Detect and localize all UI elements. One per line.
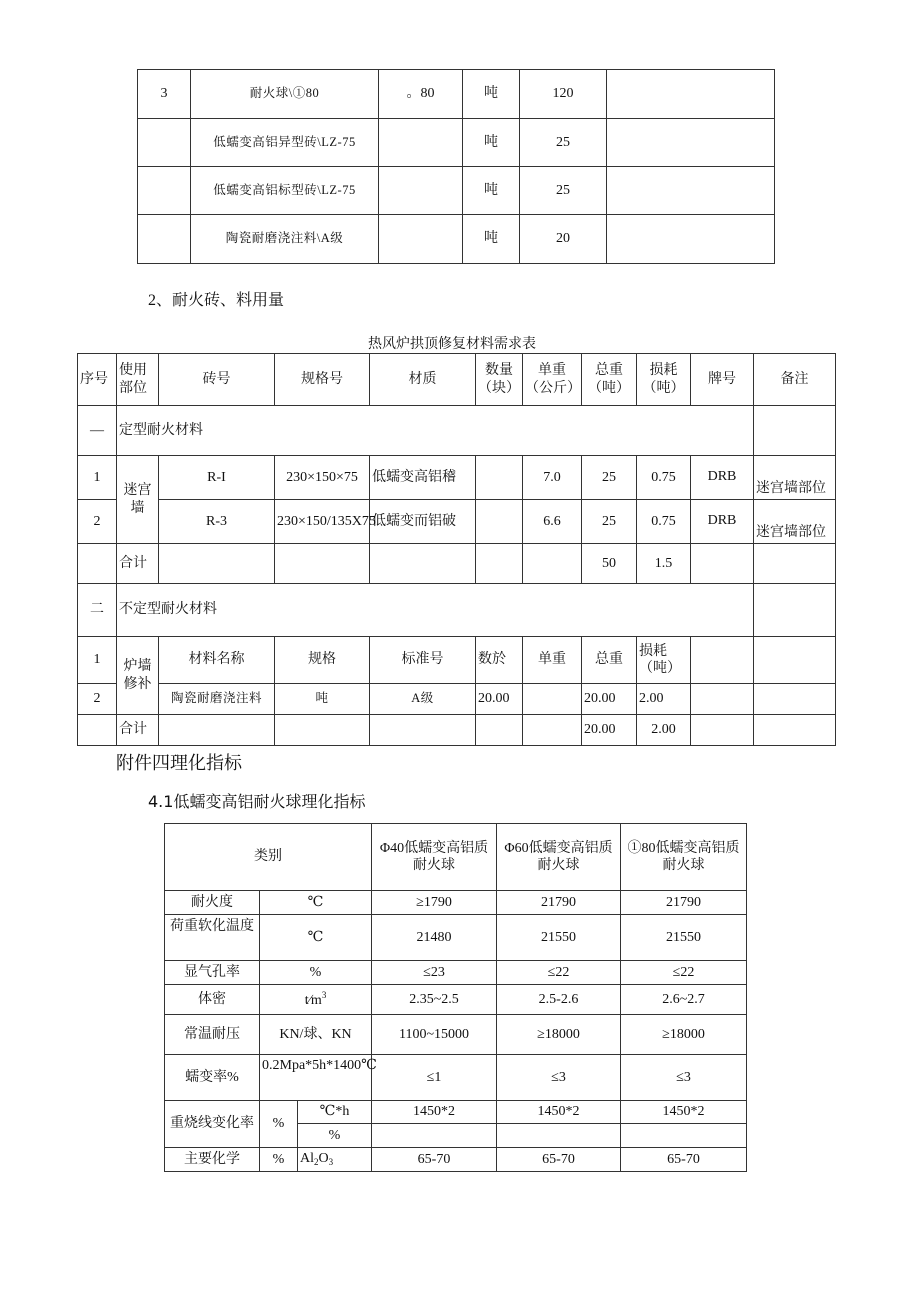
material-unit: 吨 [463,215,520,264]
value-phi60: 2.5-2.6 [497,985,621,1015]
row-number: 1 [78,456,117,500]
value-phi80: ≤22 [621,961,747,985]
loss: 0.75 [637,500,691,544]
header-phi60: Φ60低蠕变高铝质耐火球 [497,824,621,891]
material-spec [379,167,463,215]
section-row [78,406,836,456]
subtotal-row [78,544,836,584]
table-row [78,456,836,500]
row-number [138,119,191,167]
usage-part: 炉墙修补 [117,637,159,715]
row-number [138,167,191,215]
value-phi80: ≤3 [621,1055,747,1101]
subtotal-total: 50 [582,544,637,584]
material-name: 耐火球\①80 [191,70,379,119]
appendix-heading: 附件四理化指标 [116,753,242,774]
material-spec [379,215,463,264]
table-header-row [78,354,836,406]
header-count: 数量（块） [476,354,523,406]
value-phi40: ≤23 [372,961,497,985]
brand: DRB [691,500,754,544]
material-unit: 吨 [463,167,520,215]
subtotal-row [78,715,836,746]
material-name: 陶瓷耐磨浇注料\A级 [191,215,379,264]
value-phi60: 21550 [497,915,621,961]
note: 迷宫墙部位 [754,500,836,544]
value-phi40: ≥1790 [372,891,497,915]
subtotal-label: 合计 [117,715,159,746]
unit-weight: 7.0 [523,456,582,500]
brick-number: R-3 [159,500,275,544]
material-spec: 。80 [379,70,463,119]
subtotal-loss: 2.00 [637,715,691,746]
material-note [607,119,775,167]
table-row [78,684,836,715]
material-unit: 吨 [463,119,520,167]
material: 低蠕变高铝稽 [370,456,476,500]
table-row [165,1015,747,1055]
value-phi80: ≥18000 [621,1015,747,1055]
row-number: 3 [138,70,191,119]
value-phi40: 1100~15000 [372,1015,497,1055]
material-qty: 25 [520,119,607,167]
material-note [607,215,775,264]
header-material: 材质 [370,354,476,406]
property-unit: % [260,961,372,985]
property-unit: $t∕m^3$ [260,985,372,1015]
section-row [78,584,836,637]
repair-material-table [77,353,836,746]
table-row [165,1148,747,1172]
material-qty: 25 [520,167,607,215]
header-category: 类别 [165,824,372,891]
note: 迷宫墙部位 [754,456,836,500]
material-name: 低蠕变高铝异型砖\LZ-75 [191,119,379,167]
value-phi60: ≥18000 [497,1015,621,1055]
material-name: 陶瓷耐磨浇注料 [159,684,275,715]
table-row [138,167,775,215]
property-name: 显气孔率 [165,961,260,985]
brand: DRB [691,456,754,500]
value-phi60: 1450*2 [497,1101,621,1124]
property-sub-unit: % [298,1124,372,1148]
value-phi60: 21790 [497,891,621,915]
property-name: 体密 [165,985,260,1015]
spec-number: 230×150×75 [275,456,370,500]
subtotal-label: 合计 [117,544,159,584]
property-name: 耐火度 [165,891,260,915]
material-note [607,167,775,215]
property-unit: ℃ [260,915,372,961]
table-row [78,500,836,544]
material: 低蠕变而铝破 [370,500,476,544]
value-phi80: 1450*2 [621,1101,747,1124]
property-sub-unit: $Al_2O_3$ [298,1148,372,1172]
value-phi80: 21790 [621,891,747,915]
table-row [138,119,775,167]
total-weight: 25 [582,500,637,544]
header-phi80: ①80低蠕变高铝质耐火球 [621,824,747,891]
material-total: 20.00 [582,684,637,715]
property-name: 主要化学 [165,1148,260,1172]
material-std: A级 [370,684,476,715]
section-heading-4-1: 4.1低蠕变高铝耐火球理化指标 [148,792,366,811]
section-number: 二 [78,584,117,637]
usage-part: 迷宫墙 [117,456,159,544]
material-count: 20.00 [476,684,523,715]
sub-header-total: 总重 [582,637,637,684]
spec-number: 230×150/135X75 [275,500,370,544]
header-spec: 规格号 [275,354,370,406]
material-name: 低蠕变高铝标型砖\LZ-75 [191,167,379,215]
material-qty: 20 [520,215,607,264]
sub-header-loss: 损耗（吨） [637,637,691,684]
loss: 0.75 [637,456,691,500]
sub-header-name: 材料名称 [159,637,275,684]
table-row [138,70,775,119]
material-unit: 吨 [463,70,520,119]
total-weight: 25 [582,456,637,500]
material-note [607,70,775,119]
property-unit: % [260,1148,298,1172]
table-row [165,891,747,915]
property-name: 常温耐压 [165,1015,260,1055]
header-total: 总重（吨） [582,354,637,406]
section-heading-2: 2、耐火砖、料用量 [148,292,285,309]
material-spec: 吨 [275,684,370,715]
value-phi80: 2.6~2.7 [621,985,747,1015]
table-row [138,215,775,264]
section-number: — [78,406,117,456]
property-unit: ℃ [260,891,372,915]
value-phi60: ≤22 [497,961,621,985]
property-sub-unit: ℃*h [298,1101,372,1124]
section-label: 不定型耐火材料 [117,584,754,637]
header-unit-weight: 单重（公斤） [523,354,582,406]
section-label: 定型耐火材料 [117,406,754,456]
header-note: 备注 [754,354,836,406]
row-number: 2 [78,684,117,715]
value-phi60: ≤3 [497,1055,621,1101]
sub-header-count: 数於 [476,637,523,684]
table-title: 热风炉拱顶修复材料需求表 [368,337,536,352]
header-no: 序号 [78,354,117,406]
table-row [165,1101,747,1124]
unit-weight: 6.6 [523,500,582,544]
table-row [165,985,747,1015]
header-loss: 损耗（吨） [637,354,691,406]
property-name: 重烧线变化率 [165,1101,260,1148]
subtotal-total: 20.00 [582,715,637,746]
row-number: 2 [78,500,117,544]
sub-header-spec: 规格 [275,637,370,684]
property-name: 荷重软化温度 [165,915,260,961]
property-name: 蠕变率% [165,1055,260,1101]
value-phi40: 2.35~2.5 [372,985,497,1015]
row-number [138,215,191,264]
properties-table [164,823,747,1172]
table-row [165,915,747,961]
header-brand: 牌号 [691,354,754,406]
value-phi40: ≤1 [372,1055,497,1101]
value-phi40: 21480 [372,915,497,961]
subtotal-loss: 1.5 [637,544,691,584]
material-qty: 120 [520,70,607,119]
row-number: 1 [78,637,117,684]
table-header-row [165,824,747,891]
material-spec [379,119,463,167]
value-phi40: 65-70 [372,1148,497,1172]
property-unit: KN/球、KN [260,1015,372,1055]
header-brick: 砖号 [159,354,275,406]
value-phi40: 1450*2 [372,1101,497,1124]
table-row [78,637,836,684]
value-phi60: 65-70 [497,1148,621,1172]
brick-number: R-I [159,456,275,500]
value-phi80: 21550 [621,915,747,961]
material-loss: 2.00 [637,684,691,715]
material-list-table [137,69,775,264]
property-unit: % [260,1101,298,1148]
sub-header-unit-weight: 单重 [523,637,582,684]
table-row [165,961,747,985]
header-part: 使用部位 [117,354,159,406]
sub-header-std: 标准号 [370,637,476,684]
property-unit: 0.2Mpa*5h*1400℃ [260,1055,372,1101]
value-phi80: 65-70 [621,1148,747,1172]
header-phi40: Φ40低蠕变高铝质耐火球 [372,824,497,891]
table-row [165,1055,747,1101]
